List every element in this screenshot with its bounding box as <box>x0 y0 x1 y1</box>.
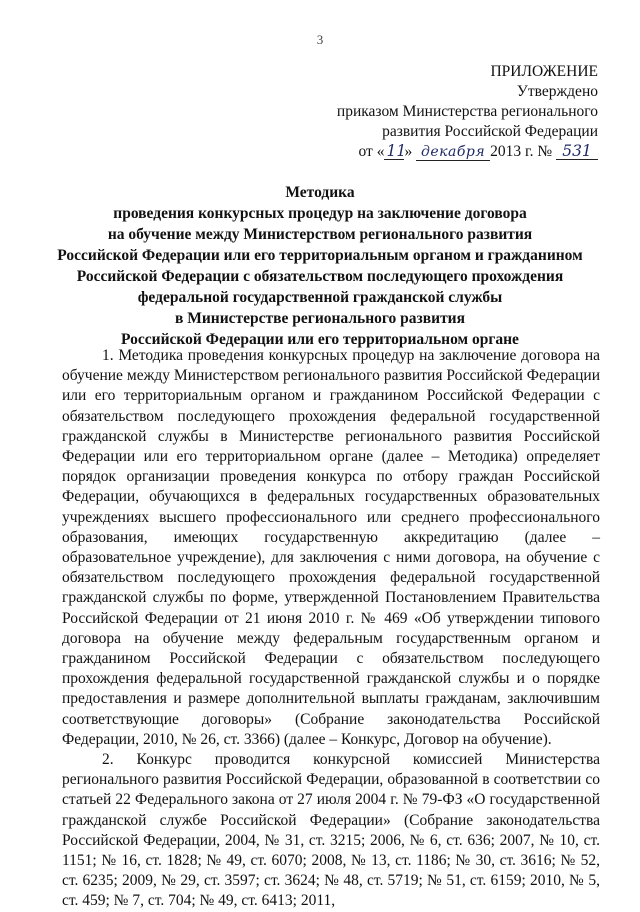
page-number: 3 <box>316 32 324 47</box>
title-line-8: Российской Федерации или его территориальном органе <box>121 331 519 348</box>
order-line-2: развития Российской Федерации <box>382 123 598 140</box>
order-line-1: приказом Министерства регионального <box>336 103 598 120</box>
date-mid: » <box>404 143 413 160</box>
handwritten-day: 11 <box>386 142 407 160</box>
date-year: 2013 г. № <box>490 143 553 160</box>
approval-block <box>298 62 598 162</box>
title-line-5: Российской Федерации с обязательством последующего прохождения <box>76 268 564 285</box>
title-line-1: Методика <box>285 184 355 201</box>
paragraph-2: 2. Конкурс проводится конкурсной комиссией Министерства регионального развития Российской Федерации, образованной в соответствии со статьей 22 Федерального закона от 27 июля 2004 г. № 79-ФЗ «О государственной гражданской службе Российской Федерации» (Собрание законодательства Российской Федерации, 2004, № 31, ст. 3215; 2006, № 6, ст. 636; 2007, № 10, ст. 1151; № 16, ст. 1828; № 49, ст. 6070; 2008, № 13, ст. 1186; № 30, ст. 3616; № 52, ст. 6235; 2009, № 29, ст. 3597; ст. 3624; № 48, ст. 5719; № 51, ст. 6159; 2010, № 5, ст. 459; № 7, ст. 704; № 49, ст. 6413; 2011, <box>62 751 600 910</box>
handwritten-month: декабря <box>416 144 490 161</box>
handwritten-order-number: 531 <box>556 143 598 160</box>
date-prefix: от « <box>358 143 385 160</box>
title-line-4: Российской Федерации или его территориальным органом и гражданином <box>57 247 583 264</box>
document-body <box>62 346 600 912</box>
title-line-7: в Министерстве регионального развития <box>175 310 465 327</box>
title-line-2: проведения конкурсных процедур на заключение договора <box>113 205 527 222</box>
title-line-6: федеральной государственной гражданской службы <box>137 289 503 306</box>
order-date-line <box>298 142 598 162</box>
title-line-3: на обучение между Министерством регионального развития <box>107 226 533 243</box>
appendix-heading: ПРИЛОЖЕНИЕ <box>490 63 598 80</box>
paragraph-1: 1. Методика проведения конкурсных процедур на заключение договора на обучение между Министерством регионального развития Российской Федерации или его территориальным органом и гражданином Российской Федерации с обязательством последующего прохождения федеральной государственной гражданской службы в Министерстве регионального развития Российской Федерации или его территориальном органе (далее – Методика) определяет порядок организации проведения конкурса по отбору граждан Российской Федерации, обучающихся в федеральных государственных образовательных учреждениях высшего профессионального или среднего профессионального образования, имеющих государственную аккредитацию (далее – образовательное учреждение), для заключения с ними договора, на обучение с обязательством последующего прохождения федеральной государственной гражданской службы по форме, утвержденной Постановлением Правительства Российской Федерации от 21 июня 2010 г. № 469 «Об утверждении типового договора на обучение между федеральным государственным органом и гражданином Российской Федерации с обязательством последующего прохождения федеральной государственной гражданской службы и о порядке предоставления и размере дополнительной выплаты гражданам, заключившим соответствующие договоры» (Собрание законодательства Российской Федерации, 2010, № 26, ст. 3366) (далее – Конкурс, Договор на обучение). <box>62 347 600 748</box>
approved-label: Утверждено <box>516 83 598 100</box>
document-title <box>40 182 600 350</box>
